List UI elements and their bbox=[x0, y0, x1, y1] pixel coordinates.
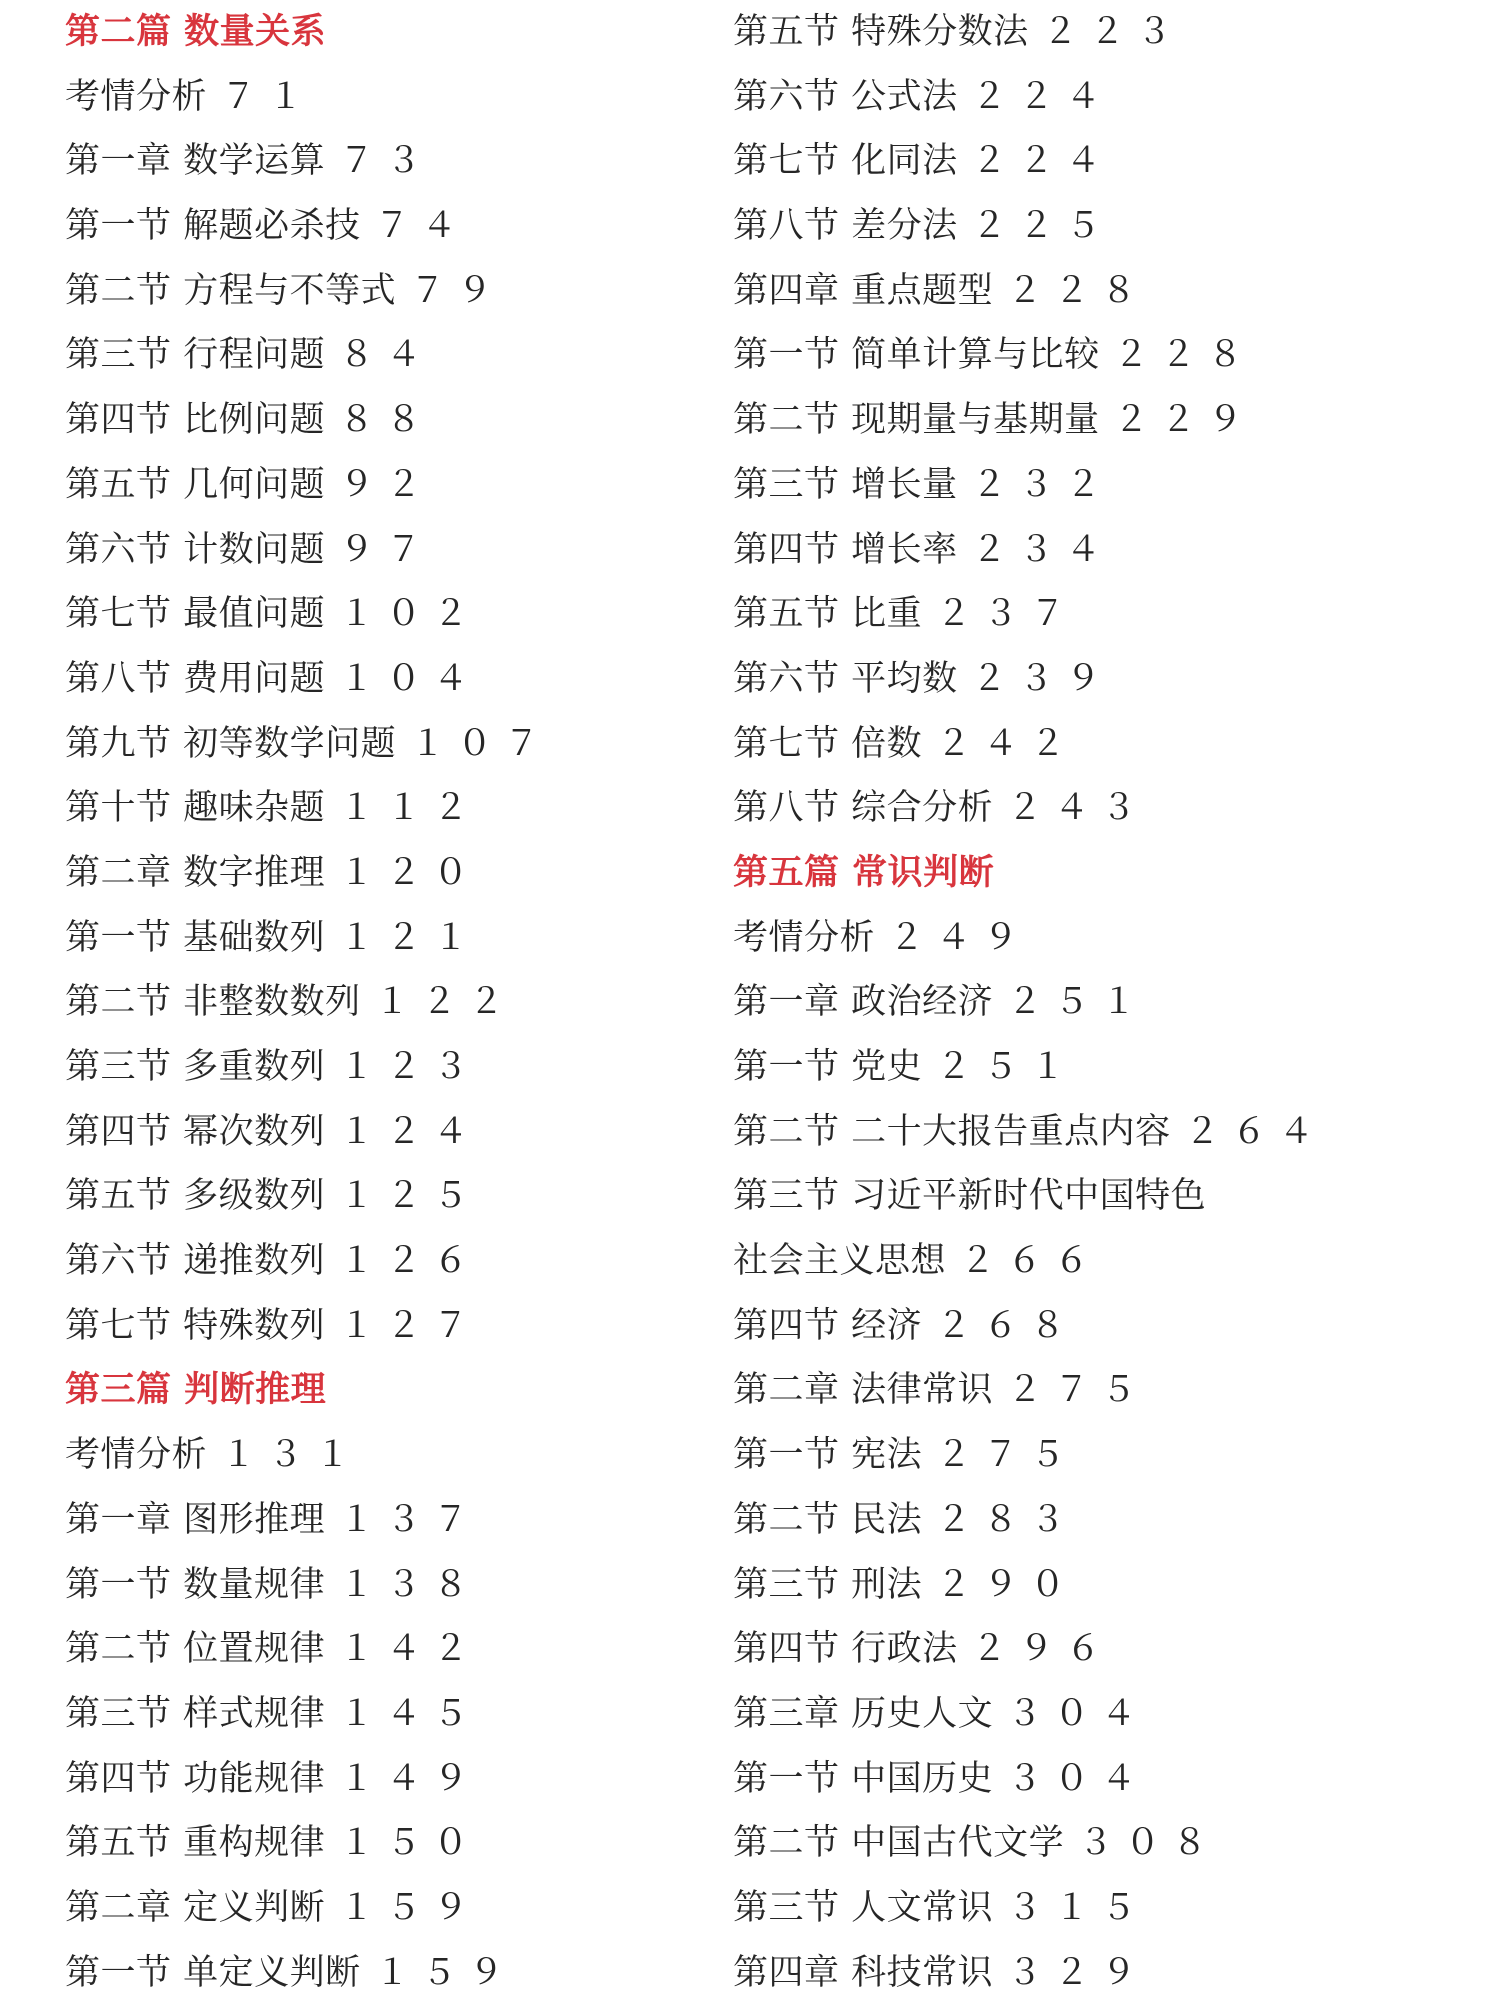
toc-entry bbox=[65, 259, 705, 324]
toc-part-heading bbox=[733, 841, 1473, 906]
entry-title: 考情分析 bbox=[65, 1435, 208, 1476]
entry-title: 第五节 重构规律 bbox=[65, 1823, 326, 1864]
page-number: １３８ bbox=[339, 1564, 481, 1605]
toc-entry bbox=[65, 1682, 705, 1747]
page-number: ８８ bbox=[339, 400, 434, 441]
toc-entry bbox=[65, 1164, 705, 1229]
toc-entry bbox=[733, 1164, 1473, 1229]
entry-title: 第四节 比例问题 bbox=[65, 400, 326, 441]
entry-title: 第四节 行政法 bbox=[733, 1629, 958, 1670]
page-number: ２４２ bbox=[936, 723, 1078, 764]
page-number: ２４３ bbox=[1007, 788, 1149, 829]
entry-title: 第四节 幂次数列 bbox=[65, 1111, 326, 1152]
page-number: １３７ bbox=[339, 1499, 481, 1540]
entry-title: 第五节 特殊分数法 bbox=[733, 12, 1029, 52]
entry-title: 第三节 人文常识 bbox=[733, 1887, 994, 1928]
entry-title: 第七节 化同法 bbox=[733, 141, 958, 182]
toc-entry bbox=[733, 1035, 1473, 1100]
toc-entry bbox=[65, 1488, 705, 1553]
entry-title: 第八节 费用问题 bbox=[65, 658, 326, 699]
page-number: ２６６ bbox=[960, 1241, 1102, 1282]
toc-entry bbox=[65, 1811, 705, 1876]
entry-title: 第六节 公式法 bbox=[733, 76, 958, 117]
page-number: ２５１ bbox=[1007, 982, 1149, 1023]
toc-entry bbox=[733, 388, 1473, 453]
entry-title: 第三节 多重数列 bbox=[65, 1047, 326, 1087]
toc-entry bbox=[733, 1941, 1473, 2005]
entry-title: 第八节 综合分析 bbox=[733, 788, 994, 829]
entry-title: 社会主义思想 bbox=[733, 1241, 947, 1282]
toc-entry bbox=[65, 1617, 705, 1682]
toc-entry bbox=[65, 906, 705, 971]
page-number: ３０４ bbox=[1007, 1693, 1149, 1734]
toc-entry bbox=[733, 1617, 1473, 1682]
part-title: 第三篇 判断推理 bbox=[65, 1370, 327, 1411]
entry-title: 第一节 解题必杀技 bbox=[65, 206, 361, 247]
toc-entry bbox=[733, 1876, 1473, 1941]
page-number: １４９ bbox=[339, 1758, 481, 1799]
entry-title: 第九节 初等数学问题 bbox=[65, 723, 397, 764]
entry-title: 第六节 递推数列 bbox=[65, 1241, 326, 1282]
entry-title: 第八节 差分法 bbox=[733, 206, 958, 247]
entry-title: 第三节 行程问题 bbox=[65, 335, 326, 376]
page-number: ９２ bbox=[339, 464, 434, 505]
page-number: ２２４ bbox=[971, 76, 1113, 117]
toc-entry bbox=[65, 1747, 705, 1812]
page-number: ２２９ bbox=[1113, 400, 1255, 441]
page-number: ２７５ bbox=[936, 1435, 1078, 1476]
toc-entry bbox=[733, 1682, 1473, 1747]
part-title: 第五篇 常识判断 bbox=[733, 852, 995, 893]
entry-title: 第二节 现期量与基期量 bbox=[733, 400, 1100, 441]
entry-title: 第二章 法律常识 bbox=[733, 1370, 994, 1411]
toc-entry bbox=[733, 65, 1473, 130]
entry-title: 第二章 定义判断 bbox=[65, 1887, 326, 1928]
entry-title: 第七节 特殊数列 bbox=[65, 1305, 326, 1346]
toc-entry bbox=[733, 647, 1473, 712]
page-number: ２２３ bbox=[1042, 12, 1184, 52]
page-number: ２２８ bbox=[1113, 335, 1255, 376]
toc-entry bbox=[733, 518, 1473, 583]
page-number: ３０８ bbox=[1078, 1823, 1220, 1864]
page-number: ２８３ bbox=[936, 1499, 1078, 1540]
toc-entry bbox=[733, 129, 1473, 194]
entry-title: 第一章 政治经济 bbox=[733, 982, 994, 1023]
entry-title: 第六节 计数问题 bbox=[65, 529, 326, 570]
entry-title: 第二章 数字推理 bbox=[65, 852, 326, 893]
entry-title: 第二节 非整数数列 bbox=[65, 982, 361, 1023]
toc-entry bbox=[65, 1100, 705, 1165]
entry-title: 第二节 民法 bbox=[733, 1499, 923, 1540]
toc-right-column bbox=[733, 0, 1473, 2005]
entry-title: 第七节 最值问题 bbox=[65, 594, 326, 635]
entry-title: 第一节 数量规律 bbox=[65, 1564, 326, 1605]
toc-entry bbox=[65, 1941, 705, 2005]
entry-title: 第四章 重点题型 bbox=[733, 270, 994, 311]
entry-title: 第三节 样式规律 bbox=[65, 1693, 326, 1734]
entry-title: 第一节 中国历史 bbox=[733, 1758, 994, 1799]
toc-entry bbox=[733, 259, 1473, 324]
page-number: ２６８ bbox=[936, 1305, 1078, 1346]
entry-title: 第一章 图形推理 bbox=[65, 1499, 326, 1540]
page-number: ８４ bbox=[339, 335, 434, 376]
page-number: ３２９ bbox=[1007, 1952, 1149, 1993]
toc-entry bbox=[733, 0, 1473, 65]
toc-entry bbox=[65, 1294, 705, 1359]
entry-title: 第十节 趣味杂题 bbox=[65, 788, 326, 829]
toc-entry bbox=[65, 129, 705, 194]
entry-title: 第一节 基础数列 bbox=[65, 917, 326, 958]
toc-entry bbox=[733, 1423, 1473, 1488]
entry-title: 第四节 增长率 bbox=[733, 529, 958, 570]
toc-entry bbox=[65, 1876, 705, 1941]
entry-title: 第四节 经济 bbox=[733, 1305, 923, 1346]
entry-title: 第六节 平均数 bbox=[733, 658, 958, 699]
toc-entry bbox=[733, 776, 1473, 841]
entry-title: 第七节 倍数 bbox=[733, 723, 923, 764]
page-number: １５９ bbox=[339, 1887, 481, 1928]
toc-entry bbox=[65, 323, 705, 388]
page-number: ３０４ bbox=[1007, 1758, 1149, 1799]
page-number: １４５ bbox=[339, 1693, 481, 1734]
entry-title: 第一节 简单计算与比较 bbox=[733, 335, 1100, 376]
page-number: ２５１ bbox=[936, 1047, 1078, 1087]
entry-title: 第五节 多级数列 bbox=[65, 1176, 326, 1217]
toc-entry bbox=[733, 970, 1473, 1035]
toc-entry bbox=[733, 194, 1473, 259]
page-number: １２２ bbox=[374, 982, 516, 1023]
toc-entry bbox=[65, 582, 705, 647]
toc-entry bbox=[733, 323, 1473, 388]
page-number: ２７５ bbox=[1007, 1370, 1149, 1411]
page-number: ２３２ bbox=[971, 464, 1113, 505]
page-number: １５９ bbox=[374, 1952, 516, 1993]
entry-title: 第一节 党史 bbox=[733, 1047, 923, 1087]
page-number: ２２４ bbox=[971, 141, 1113, 182]
page-number: １１２ bbox=[339, 788, 481, 829]
toc-entry bbox=[65, 841, 705, 906]
entry-title: 第二节 位置规律 bbox=[65, 1629, 326, 1670]
toc-entry bbox=[733, 1811, 1473, 1876]
entry-title: 第一章 数学运算 bbox=[65, 141, 326, 182]
toc-entry bbox=[65, 65, 705, 130]
entry-title: 第四章 科技常识 bbox=[733, 1952, 994, 1993]
entry-title: 第一节 宪法 bbox=[733, 1435, 923, 1476]
toc-entry bbox=[65, 1035, 705, 1100]
toc-entry bbox=[733, 712, 1473, 777]
toc-entry bbox=[65, 1553, 705, 1618]
entry-title: 第三节 刑法 bbox=[733, 1564, 923, 1605]
toc-entry bbox=[733, 453, 1473, 518]
page-number: １０４ bbox=[339, 658, 481, 699]
toc-left-column bbox=[65, 0, 705, 2005]
page-number: １３１ bbox=[221, 1435, 363, 1476]
page-number: １２７ bbox=[339, 1305, 481, 1346]
page-number: ２３７ bbox=[936, 594, 1078, 635]
toc-entry bbox=[733, 1488, 1473, 1553]
page-number: １２３ bbox=[339, 1047, 481, 1087]
page-number: １２０ bbox=[339, 852, 481, 893]
entry-title: 第三章 历史人文 bbox=[733, 1693, 994, 1734]
toc-entry bbox=[65, 518, 705, 583]
entry-title: 第二节 方程与不等式 bbox=[65, 270, 397, 311]
page-number: ７４ bbox=[374, 206, 469, 247]
entry-title: 第一节 单定义判断 bbox=[65, 1952, 361, 1993]
entry-title: 考情分析 bbox=[65, 76, 208, 117]
page-number: ７９ bbox=[410, 270, 505, 311]
page-number: ２３９ bbox=[971, 658, 1113, 699]
toc-entry bbox=[65, 1423, 705, 1488]
page-number: １２４ bbox=[339, 1111, 481, 1152]
entry-title: 第二节 中国古代文学 bbox=[733, 1823, 1065, 1864]
entry-title: 第三节 习近平新时代中国特色 bbox=[733, 1176, 1207, 1217]
page-number: ２６４ bbox=[1184, 1111, 1326, 1152]
entry-title: 第三节 增长量 bbox=[733, 464, 958, 505]
toc-entry bbox=[733, 906, 1473, 971]
page-number: ２２８ bbox=[1007, 270, 1149, 311]
toc-entry bbox=[65, 712, 705, 777]
toc-entry bbox=[65, 647, 705, 712]
part-title: 第二篇 数量关系 bbox=[65, 12, 327, 52]
toc-entry bbox=[733, 582, 1473, 647]
toc-entry bbox=[65, 388, 705, 453]
page-number: ２９０ bbox=[936, 1564, 1078, 1605]
toc-entry bbox=[65, 1229, 705, 1294]
entry-title: 第五节 比重 bbox=[733, 594, 923, 635]
page-number: １２５ bbox=[339, 1176, 481, 1217]
toc-entry bbox=[733, 1100, 1473, 1165]
page-number: １０７ bbox=[410, 723, 552, 764]
toc-entry bbox=[65, 970, 705, 1035]
entry-title: 第五节 几何问题 bbox=[65, 464, 326, 505]
page-number: １０２ bbox=[339, 594, 481, 635]
page-number: １５０ bbox=[339, 1823, 481, 1864]
toc-part-heading bbox=[65, 1358, 705, 1423]
toc-entry bbox=[65, 194, 705, 259]
page-number: ２４９ bbox=[889, 917, 1031, 958]
page-number: １２１ bbox=[339, 917, 481, 958]
page-number: ７１ bbox=[221, 76, 316, 117]
toc-entry bbox=[733, 1229, 1473, 1294]
page-number: ３１５ bbox=[1007, 1887, 1149, 1928]
entry-title: 第二节 二十大报告重点内容 bbox=[733, 1111, 1171, 1152]
page-number: ２２５ bbox=[971, 206, 1113, 247]
toc-entry bbox=[733, 1553, 1473, 1618]
toc-entry bbox=[733, 1358, 1473, 1423]
entry-title: 考情分析 bbox=[733, 917, 876, 958]
page-number: ２３４ bbox=[971, 529, 1113, 570]
toc-entry bbox=[65, 453, 705, 518]
page-number: ７３ bbox=[339, 141, 434, 182]
toc-part-heading bbox=[65, 0, 705, 65]
page-number: ９７ bbox=[339, 529, 434, 570]
page-number: １２６ bbox=[339, 1241, 481, 1282]
toc-entry bbox=[733, 1747, 1473, 1812]
toc-entry bbox=[65, 776, 705, 841]
entry-title: 第四节 功能规律 bbox=[65, 1758, 326, 1799]
page-number: ２９６ bbox=[971, 1629, 1113, 1670]
toc-entry bbox=[733, 1294, 1473, 1359]
page-number: １４２ bbox=[339, 1629, 481, 1670]
